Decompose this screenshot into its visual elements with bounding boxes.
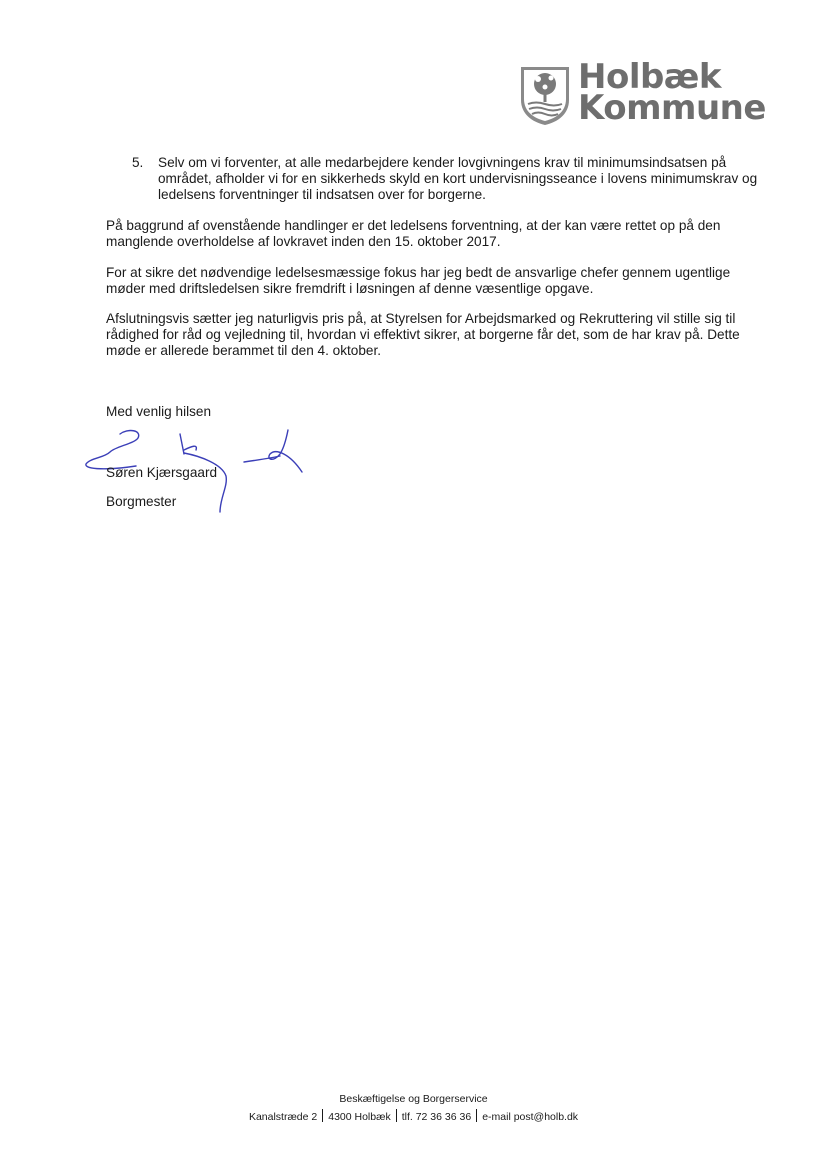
closing-greeting: Med venlig hilsen [106, 404, 212, 419]
logo-line-2: Kommune [578, 88, 766, 128]
item-text: Selv om vi forventer, at alle medarbejdere kender lovgivningens krav til minimumsindsatsen på området, afholder vi for en sikkerheds skyld en kort undervisningsseance i lovens minimumskrav og ledelsens forventninger til indsatsen over for borgerne. [158, 155, 758, 202]
footer-city: 4300 Holbæk [328, 1111, 391, 1123]
item-number: 5. [132, 155, 144, 170]
logo-line-1: Holbæk [578, 57, 722, 97]
footer-separator [396, 1109, 397, 1122]
footer-separator [476, 1109, 477, 1122]
logo-wordmark [578, 57, 766, 128]
paragraph-expectation: På baggrund af ovenstående handlinger er det ledelsens forventning, at der kan være rettet op på den manglende overholdelse af lovkravet inden den 15. oktober 2017. [106, 218, 721, 249]
paragraph-focus: For at sikre det nødvendige ledelsesmæssige fokus har jeg bedt de ansvarlige chefer gennem ugentlige møder med driftsledelsen sikre fremdrift i løsningen af denne væsentlige opgave. [106, 265, 731, 296]
footer-address: Kanalstræde 2 [248, 1111, 318, 1123]
footer-email: e-mail post@holb.dk [482, 1111, 579, 1123]
municipal-crest-icon [518, 64, 572, 126]
footer-contact [0, 1109, 827, 1123]
signer-name: Søren Kjærsgaard [106, 465, 218, 480]
paragraph-closing: Afslutningsvis sætter jeg naturligvis pris på, at Styrelsen for Arbejdsmarked og Rekruttering vil stille sig til rådighed for råd og vejledning til, hvordan vi effektivt sikrer, at borgerne får det, som de har krav på. Dette møde er allerede berammet til den 4. oktober. [106, 311, 740, 358]
footer-separator [322, 1109, 323, 1122]
footer-department: Beskæftigelse og Borgerservice [339, 1093, 488, 1105]
holbaek-kommune-logo [518, 57, 766, 128]
signer-title: Borgmester [106, 494, 177, 509]
footer-phone: tlf. 72 36 36 36 [401, 1111, 472, 1123]
